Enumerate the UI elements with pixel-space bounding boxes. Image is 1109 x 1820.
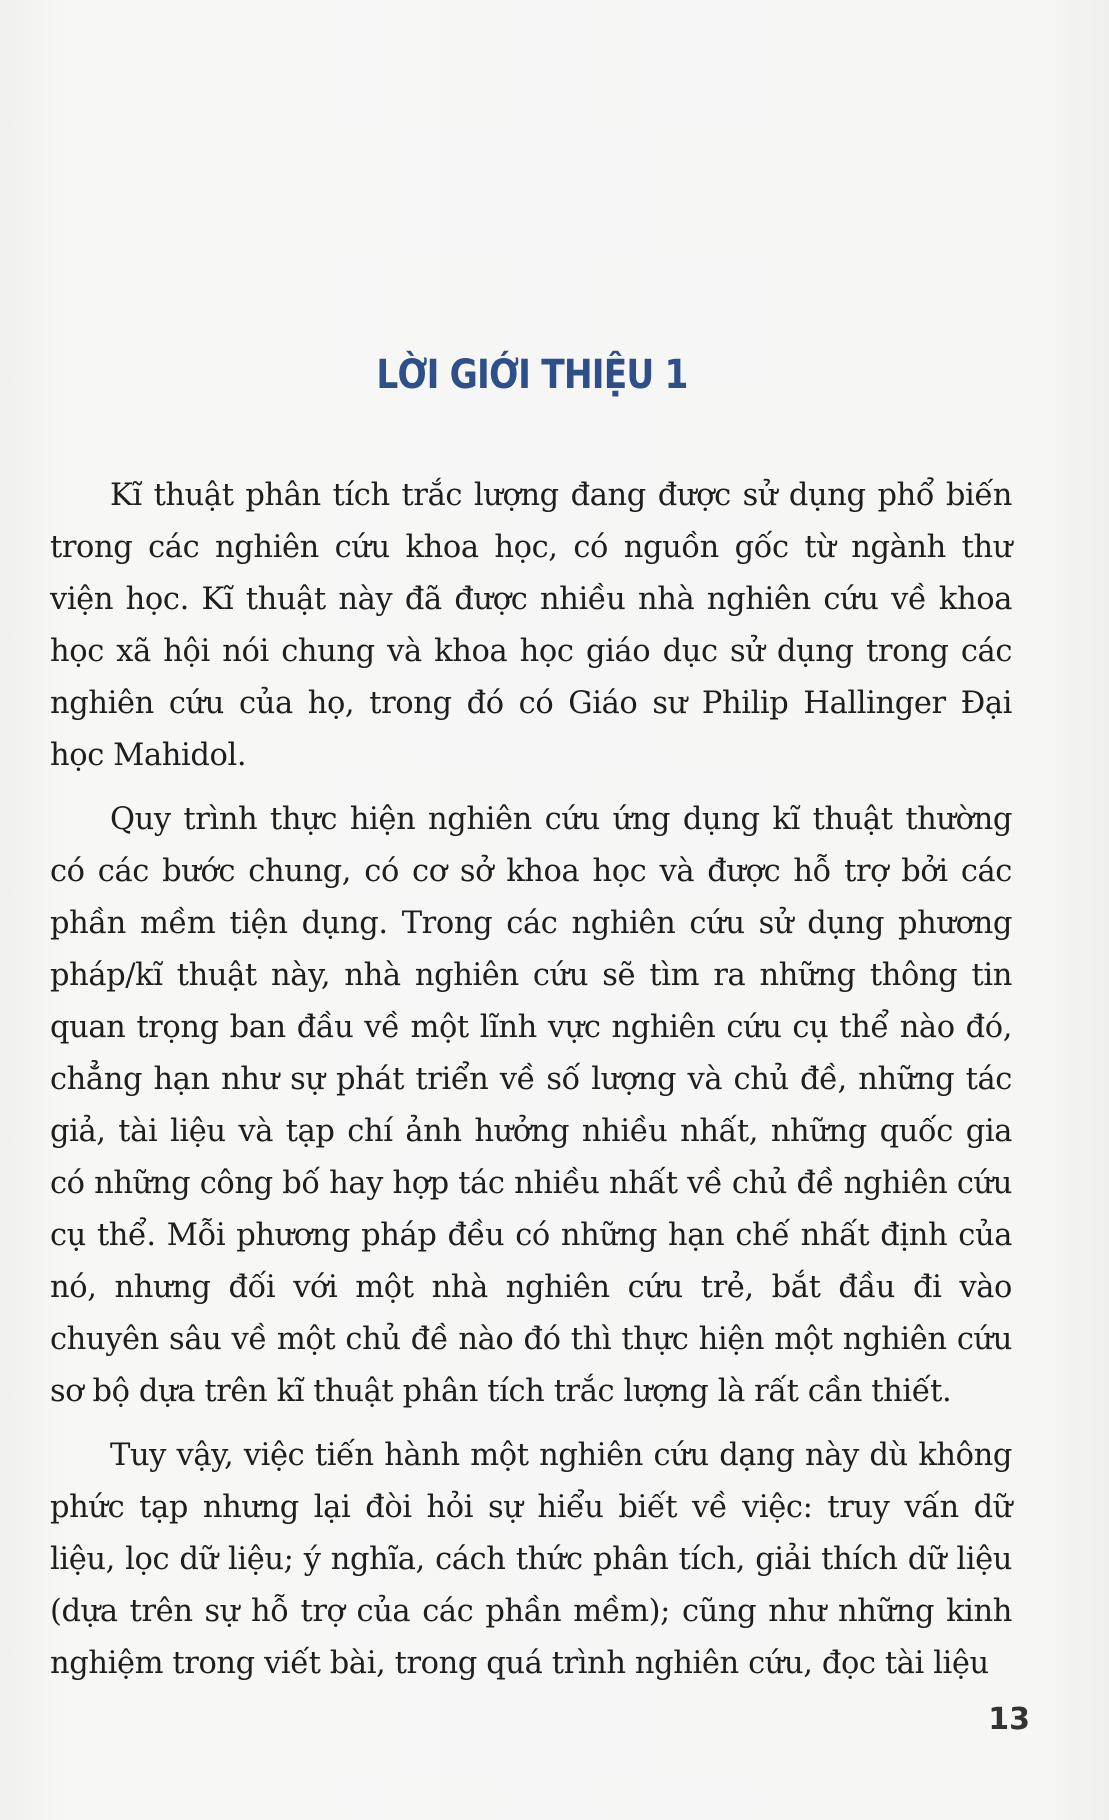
body-text	[50, 470, 1012, 1702]
paragraph-3: Tuy vậy, việc tiến hành một nghiên cứu dạng này dù không phức tạp nhưng lại đòi hỏi sự hiểu biết về việc: truy vấn dữ liệu, lọc dữ liệu; ý nghĩa, cách thức phân tích, giải thích dữ liệu (dựa trên sự hỗ trợ của các phần mềm); cũng như những kinh nghiệm trong viết bài, trong quá trình nghiên cứu, đọc tài liệu	[50, 1438, 1012, 1681]
chapter-heading: LỜI GIỚI THIỆU 1	[376, 352, 688, 398]
paragraph-2: Quy trình thực hiện nghiên cứu ứng dụng kĩ thuật thường có các bước chung, có cơ sở khoa học và được hỗ trợ bởi các phần mềm tiện dụng. Trong các nghiên cứu sử dụng phương pháp/kĩ thuật này, nhà nghiên cứu sẽ tìm ra những thông tin quan trọng ban đầu về một lĩnh vực nghiên cứu cụ thể nào đó, chẳng hạn như sự phát triển về số lượng và chủ đề, những tác giả, tài liệu và tạp chí ảnh hưởng nhiều nhất, những quốc gia có những công bố hay hợp tác nhiều nhất về chủ đề nghiên cứu cụ thể. Mỗi phương pháp đều có những hạn chế nhất định của nó, nhưng đối với một nhà nghiên cứu trẻ, bắt đầu đi vào chuyên sâu về một chủ đề nào đó thì thực hiện một nghiên cứu sơ bộ dựa trên kĩ thuật phân tích trắc lượng là rất cần thiết.	[50, 802, 1012, 1409]
paragraph-1: Kĩ thuật phân tích trắc lượng đang được sử dụng phổ biến trong các nghiên cứu khoa học, có nguồn gốc từ ngành thư viện học. Kĩ thuật này đã được nhiều nhà nghiên cứu về khoa học xã hội nói chung và khoa học giáo dục sử dụng trong các nghiên cứu của họ, trong đó có Giáo sư Philip Hallinger Đại học Mahidol.	[50, 478, 1012, 773]
page-number: 13	[988, 1702, 1030, 1737]
